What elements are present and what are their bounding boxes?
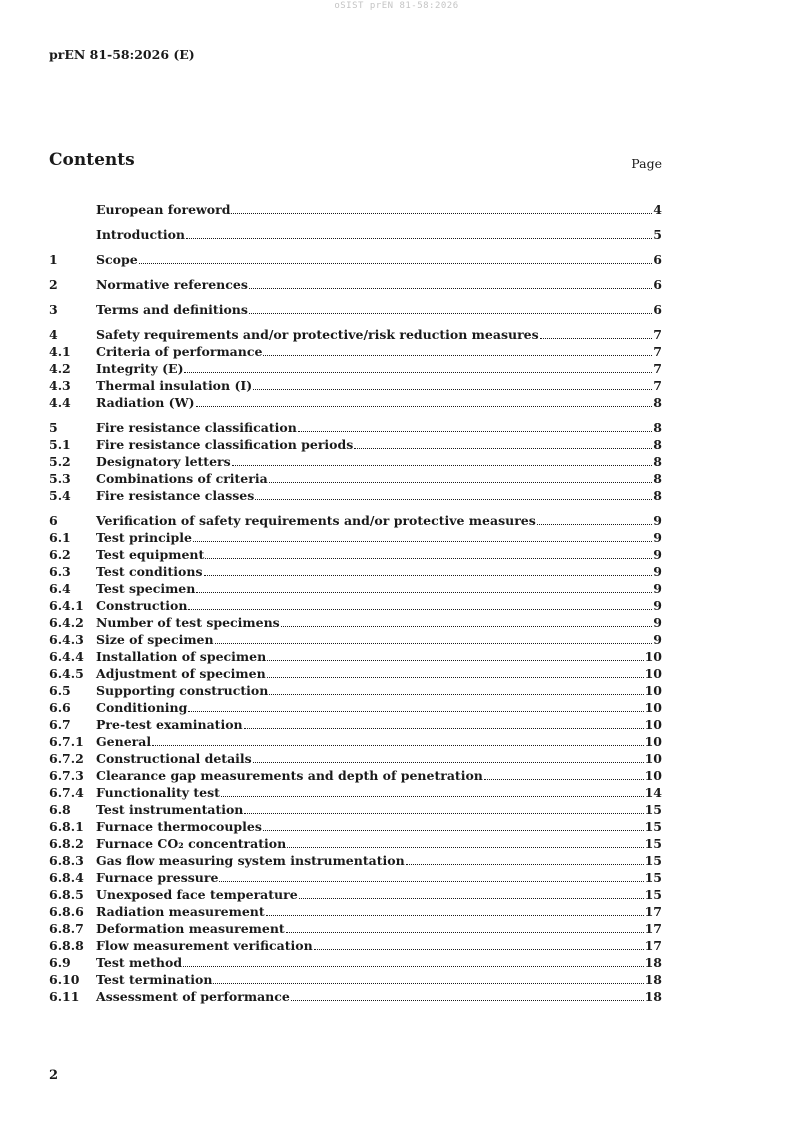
toc-entry[interactable] <box>49 988 662 1005</box>
toc-entry-title: Assessment of performance <box>96 989 290 1004</box>
toc-entry-page: 15 <box>644 819 662 834</box>
toc-entry-number: 5.4 <box>49 488 71 503</box>
toc-entry[interactable] <box>49 301 662 318</box>
toc-entry[interactable] <box>49 394 662 411</box>
toc-entry-title: Furnace thermocouples <box>96 819 262 834</box>
toc-entry-page: 6 <box>653 252 662 267</box>
toc-dot-leader <box>406 864 644 865</box>
toc-entry-title: Test equipment <box>96 547 205 562</box>
toc-entry[interactable] <box>49 784 662 801</box>
toc-entry-title: Construction <box>96 598 188 613</box>
toc-entry-title: Clearance gap measurements and depth of penetration <box>96 768 483 783</box>
toc-entry-page: 8 <box>653 437 662 452</box>
toc-entry-page: 9 <box>653 615 662 630</box>
toc-entry[interactable] <box>49 631 662 648</box>
toc-entry-title: Fire resistance classification <box>96 420 297 435</box>
toc-dot-leader <box>287 847 643 848</box>
toc-entry[interactable] <box>49 665 662 682</box>
toc-dot-leader <box>281 626 653 627</box>
toc-entry-number: 6.6 <box>49 700 71 715</box>
watermark: oSIST prEN 81-58:2026 <box>334 1 459 11</box>
toc-entry-page: 10 <box>644 683 662 698</box>
toc-entry-title: Integrity (E) <box>96 361 184 376</box>
toc-entry-title: Safety requirements and/or protective/risk reduction measures <box>96 327 539 342</box>
toc-entry-title: Radiation measurement <box>96 904 265 919</box>
toc-dot-leader <box>354 448 652 449</box>
toc-entry-page: 10 <box>644 700 662 715</box>
toc-entry-page: 10 <box>644 734 662 749</box>
toc-dot-leader <box>215 643 653 644</box>
toc-entry[interactable] <box>49 436 662 453</box>
toc-dot-leader <box>232 465 653 466</box>
toc-entry-title: Test instrumentation <box>96 802 244 817</box>
toc-entry-number: 4 <box>49 327 58 342</box>
toc-entry[interactable] <box>49 360 662 377</box>
toc-entry-page: 9 <box>653 513 662 528</box>
toc-entry-page: 8 <box>653 395 662 410</box>
toc-entry[interactable] <box>49 682 662 699</box>
toc-entry-title: Test principle <box>96 530 192 545</box>
toc-entry-page: 6 <box>653 302 662 317</box>
toc-entry-number: 6.8 <box>49 802 71 817</box>
toc-entry[interactable] <box>49 852 662 869</box>
toc-entry-page: 15 <box>644 802 662 817</box>
toc-entry-page: 9 <box>653 564 662 579</box>
toc-entry-page: 18 <box>644 989 662 1004</box>
toc-dot-leader <box>196 592 652 593</box>
toc-entry-page: 7 <box>653 361 662 376</box>
toc-entry-number: 6.11 <box>49 989 80 1004</box>
toc-entry-number: 6.7.4 <box>49 785 84 800</box>
toc-dot-leader <box>196 406 653 407</box>
toc-entry[interactable] <box>49 920 662 937</box>
toc-dot-leader <box>484 779 644 780</box>
toc-entry-title: General <box>96 734 152 749</box>
toc-entry[interactable] <box>49 563 662 580</box>
toc-entry[interactable] <box>49 767 662 784</box>
toc-entry[interactable] <box>49 276 662 293</box>
toc-entry-number: 6.9 <box>49 955 71 970</box>
toc-entry[interactable] <box>49 597 662 614</box>
toc-dot-leader <box>299 898 644 899</box>
toc-entry[interactable] <box>49 903 662 920</box>
toc-entry-number: 4.2 <box>49 361 71 376</box>
toc-entry-number: 6.8.5 <box>49 887 84 902</box>
toc-dot-leader <box>269 482 653 483</box>
toc-dot-leader <box>193 541 652 542</box>
toc-entry-page: 5 <box>653 227 662 242</box>
toc-dot-leader <box>139 263 653 264</box>
toc-entry[interactable] <box>49 326 662 343</box>
toc-entry-number: 5.2 <box>49 454 71 469</box>
toc-entry-title: Adjustment of specimen <box>96 666 266 681</box>
page-column-label: Page <box>631 156 662 171</box>
toc-entry-title: Constructional details <box>96 751 252 766</box>
toc-dot-leader <box>266 915 644 916</box>
toc-entry[interactable] <box>49 580 662 597</box>
toc-entry-number: 6.7.1 <box>49 734 84 749</box>
toc-dot-leader <box>183 966 643 967</box>
toc-entry[interactable] <box>49 954 662 971</box>
toc-entry[interactable] <box>49 546 662 563</box>
toc-entry-page: 10 <box>644 717 662 732</box>
toc-entry-title: Criteria of performance <box>96 344 263 359</box>
toc-entry-number: 6.4 <box>49 581 71 596</box>
toc-entry[interactable] <box>49 971 662 988</box>
toc-entry-number: 6.4.2 <box>49 615 84 630</box>
toc-entry-number: 6.4.3 <box>49 632 84 647</box>
toc-entry-page: 8 <box>653 420 662 435</box>
toc-entry[interactable] <box>49 529 662 546</box>
toc-entry-number: 6.8.3 <box>49 853 84 868</box>
toc-entry[interactable] <box>49 886 662 903</box>
toc-entry-page: 15 <box>644 887 662 902</box>
toc-entry[interactable] <box>49 869 662 886</box>
toc-entry[interactable] <box>49 716 662 733</box>
toc-entry-title: Test conditions <box>96 564 203 579</box>
toc-dot-leader <box>186 238 652 239</box>
toc-entry-number: 6.8.1 <box>49 819 84 834</box>
toc-dot-leader <box>540 338 653 339</box>
toc-entry-page: 4 <box>653 202 662 217</box>
toc-entry[interactable] <box>49 419 662 436</box>
toc-entry-number: 2 <box>49 277 58 292</box>
toc-dot-leader <box>249 313 652 314</box>
toc-entry[interactable] <box>49 648 662 665</box>
toc-entry-number: 6.8.8 <box>49 938 84 953</box>
toc-entry-title: Test method <box>96 955 183 970</box>
toc-entry-page: 17 <box>644 904 662 919</box>
toc-entry-number: 6.8.2 <box>49 836 84 851</box>
toc-entry-page: 9 <box>653 547 662 562</box>
toc-entry-page: 17 <box>644 938 662 953</box>
toc-entry-number: 6.7.2 <box>49 751 84 766</box>
toc-dot-leader <box>263 830 644 831</box>
toc-entry-number: 6.4.5 <box>49 666 84 681</box>
toc-entry[interactable] <box>49 614 662 631</box>
toc-entry-page: 17 <box>644 921 662 936</box>
toc-dot-leader <box>152 745 643 746</box>
toc-entry-number: 6.1 <box>49 530 71 545</box>
toc-entry-title: Furnace CO₂ concentration <box>96 836 287 851</box>
toc-entry-number: 6.4.4 <box>49 649 84 664</box>
toc-dot-leader <box>267 677 644 678</box>
toc-entry-page: 7 <box>653 327 662 342</box>
toc-entry-title: Deformation measurement <box>96 921 285 936</box>
toc-entry-page: 10 <box>644 751 662 766</box>
toc-entry-page: 8 <box>653 488 662 503</box>
toc-entry[interactable] <box>49 835 662 852</box>
toc-entry-title: Flow measurement verification <box>96 938 313 953</box>
toc-dot-leader <box>204 575 653 576</box>
toc-entry[interactable] <box>49 750 662 767</box>
toc-entry-title: Terms and definitions <box>96 302 248 317</box>
toc-entry[interactable] <box>49 512 662 529</box>
toc-entry-number: 6.7 <box>49 717 71 732</box>
toc-dot-leader <box>269 694 643 695</box>
toc-entry-number: 6 <box>49 513 58 528</box>
toc-entry-number: 5.3 <box>49 471 71 486</box>
toc-entry-title: Supporting construction <box>96 683 269 698</box>
toc-entry-title: Thermal insulation (I) <box>96 378 253 393</box>
toc-entry[interactable] <box>49 470 662 487</box>
toc-entry-title: Unexposed face temperature <box>96 887 298 902</box>
toc-dot-leader <box>213 983 643 984</box>
toc-entry-title: Number of test specimens <box>96 615 280 630</box>
toc-entry-page: 9 <box>653 581 662 596</box>
toc-entry-number: 4.4 <box>49 395 71 410</box>
toc-dot-leader <box>205 558 652 559</box>
toc-entry-number: 6.7.3 <box>49 768 84 783</box>
toc-entry[interactable] <box>49 453 662 470</box>
toc-entry-title: Furnace pressure <box>96 870 219 885</box>
toc-dot-leader <box>267 660 643 661</box>
toc-entry-page: 14 <box>644 785 662 800</box>
toc-dot-leader <box>291 1000 644 1001</box>
toc-entry[interactable] <box>49 937 662 954</box>
toc-entry-page: 10 <box>644 768 662 783</box>
toc-dot-leader <box>244 813 643 814</box>
toc-entry-page: 8 <box>653 471 662 486</box>
toc-entry[interactable] <box>49 801 662 818</box>
toc-dot-leader <box>219 881 643 882</box>
toc-dot-leader <box>244 728 644 729</box>
toc-entry-number: 6.8.4 <box>49 870 84 885</box>
toc-entry-number: 3 <box>49 302 58 317</box>
toc-entry-number: 6.4.1 <box>49 598 84 613</box>
page-number: 2 <box>49 1068 59 1083</box>
toc-entry[interactable] <box>49 818 662 835</box>
toc-entry-title: Fire resistance classes <box>96 488 255 503</box>
contents-heading: Contents <box>49 150 135 170</box>
toc-entry-page: 7 <box>653 344 662 359</box>
toc-entry-title: Scope <box>96 252 138 267</box>
toc-entry-number: 5.1 <box>49 437 71 452</box>
toc-entry-page: 10 <box>644 666 662 681</box>
toc-entry[interactable] <box>49 343 662 360</box>
toc-entry-page: 6 <box>653 277 662 292</box>
toc-entry-title: Size of specimen <box>96 632 214 647</box>
toc-entry-title: Radiation (W) <box>96 395 195 410</box>
toc-dot-leader <box>231 213 652 214</box>
toc-entry-title: Fire resistance classification periods <box>96 437 354 452</box>
toc-entry-page: 9 <box>653 530 662 545</box>
toc-entry-page: 7 <box>653 378 662 393</box>
toc-entry-title: Installation of specimen <box>96 649 267 664</box>
toc-entry[interactable] <box>49 251 662 268</box>
toc-entry-number: 6.5 <box>49 683 71 698</box>
toc-entry-title: Introduction <box>96 227 186 242</box>
toc-dot-leader <box>188 609 652 610</box>
toc-dot-leader <box>184 372 652 373</box>
toc-dot-leader <box>314 949 644 950</box>
toc-entry-title: Test specimen <box>96 581 196 596</box>
toc-entry-number: 4.3 <box>49 378 71 393</box>
toc-entry-title: Pre-test examination <box>96 717 243 732</box>
toc-entry-number: 6.3 <box>49 564 71 579</box>
toc-dot-leader <box>286 932 644 933</box>
toc-entry-number: 6.8.7 <box>49 921 84 936</box>
toc-entry-number: 6.10 <box>49 972 80 987</box>
table-of-contents <box>49 201 662 1005</box>
toc-dot-leader <box>253 762 644 763</box>
toc-entry-page: 15 <box>644 853 662 868</box>
toc-entry[interactable] <box>49 733 662 750</box>
toc-entry-page: 15 <box>644 870 662 885</box>
toc-dot-leader <box>249 288 652 289</box>
toc-entry[interactable] <box>49 487 662 504</box>
toc-entry-title: Normative references <box>96 277 248 292</box>
toc-dot-leader <box>188 711 643 712</box>
toc-entry-number: 5 <box>49 420 58 435</box>
document-identifier: prEN 81-58:2026 (E) <box>49 47 195 62</box>
toc-entry[interactable] <box>49 377 662 394</box>
toc-entry-number: 4.1 <box>49 344 71 359</box>
toc-entry-number: 1 <box>49 252 58 267</box>
toc-entry-page: 15 <box>644 836 662 851</box>
toc-entry-number: 6.2 <box>49 547 71 562</box>
toc-entry-page: 18 <box>644 955 662 970</box>
toc-entry-page: 10 <box>644 649 662 664</box>
toc-entry-number: 6.8.6 <box>49 904 84 919</box>
toc-entry-title: Test termination <box>96 972 213 987</box>
toc-entry-page: 9 <box>653 632 662 647</box>
toc-entry[interactable] <box>49 201 662 218</box>
toc-entry-page: 8 <box>653 454 662 469</box>
toc-dot-leader <box>255 499 652 500</box>
toc-entry-title: Designatory letters <box>96 454 231 469</box>
toc-dot-leader <box>537 524 653 525</box>
toc-entry-page: 9 <box>653 598 662 613</box>
toc-entry-title: European foreword <box>96 202 231 217</box>
toc-dot-leader <box>253 389 652 390</box>
toc-entry-title: Combinations of criteria <box>96 471 268 486</box>
toc-entry-title: Functionality test <box>96 785 220 800</box>
toc-dot-leader <box>263 355 652 356</box>
toc-dot-leader <box>298 431 653 432</box>
toc-entry-title: Gas flow measuring system instrumentation <box>96 853 405 868</box>
toc-entry-title: Verification of safety requirements and/or protective measures <box>96 513 536 528</box>
toc-entry-page: 18 <box>644 972 662 987</box>
toc-entry[interactable] <box>49 226 662 243</box>
toc-dot-leader <box>221 796 644 797</box>
toc-entry[interactable] <box>49 699 662 716</box>
toc-entry-title: Conditioning <box>96 700 188 715</box>
